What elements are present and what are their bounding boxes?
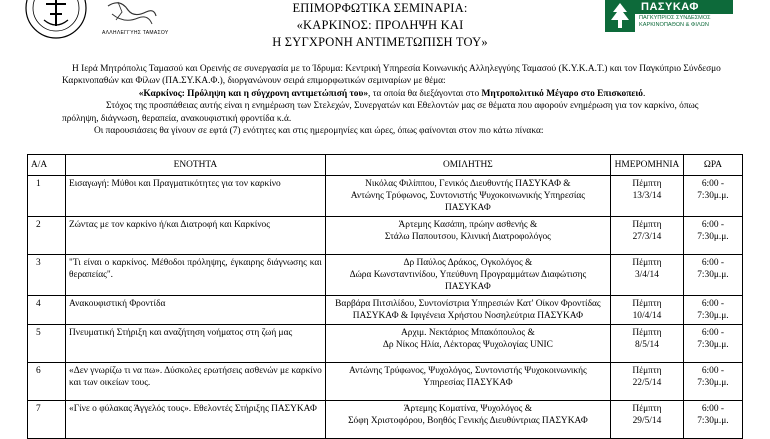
intro-paragraph-1: Η Ιερά Μητρόπολις Ταμασού και Ορεινής σε συνεργασία με το Ίδρυμα: Κεντρική Υπηρεσία Κοινωνικής Αλληλεγγύης Ταμασού (Κ.Υ.Κ.Α.Τ.) και τον Παγκύπριο Σύνδεσμο Καρκινοπαθών και Φίλων (ΠΑ.ΣΥ.ΚΑ.Φ.), διοργανώνουν σειρά επιμορφωτικών σεμιναρίων με θέμα: bbox=[62, 64, 721, 87]
speaker-line-2: Σόφη Χριστοφόρου, Βοηθός Γενικής Διευθύντριας ΠΑΣΥΚΑΦ bbox=[348, 416, 588, 426]
speaker-line-2: ΠΑΣΥΚΑΦ & Ιφιγένεια Χρήστου Νοσηλεύτρια ΠΑΣΥΚΑΦ bbox=[352, 311, 583, 321]
row-day: Πέμπτη bbox=[632, 220, 662, 230]
row-speakers bbox=[325, 325, 610, 363]
speaker-line-3: ΠΑΣΥΚΑΦ bbox=[445, 203, 491, 213]
row-time-end: 7:30μ.μ. bbox=[697, 340, 729, 350]
row-topic: Πνευματική Στήριξη και αναζήτηση νοήματος στη ζωή μας bbox=[66, 325, 326, 363]
intro-paragraph-3: Στόχος της προσπάθειας αυτής είναι η ενημέρωση των Στελεχών, Συνεργατών και Εθελοντών μας σε θέματα που αφορούν ενημέρωση για τον καρκίνο, όπως πρόληψη, διάγνωση, θεραπεία, ανακουφιστική φροντίδα κ.ά. bbox=[62, 101, 699, 124]
row-day: Πέμπτη bbox=[632, 179, 662, 189]
header-date: ΗΜΕΡΟΜΗΝΙΑ bbox=[611, 155, 684, 176]
pasykaf-logo-sub1: ΠΑΓΚΥΠΡΙΟΣ ΣΥΝΔΕΣΜΟΣ bbox=[639, 15, 711, 21]
speaker-line-2: Υπηρεσίας ΠΑΣΥΚΑΦ bbox=[423, 378, 513, 388]
intro-paragraph-4: Οι παρουσιάσεις θα γίνουν σε εφτά (7) ενότητες και στις ημερομηνίες και ώρες, όπως φαίνονται στον πιο κάτω πίνακα: bbox=[94, 126, 544, 137]
row-date-value: 29/5/14 bbox=[632, 416, 662, 426]
table-row bbox=[28, 296, 743, 325]
speaker-line-1: Νικόλας Φιλίππου, Γενικός Διευθυντής ΠΑΣΥΚΑΦ & bbox=[365, 179, 571, 189]
row-time-start: 6:00 - bbox=[701, 179, 724, 189]
row-topic: «Δεν γνωρίζω τι να πω». Δύσκολες ερωτήσεις ασθενών με καρκίνο και των οικείων τους. bbox=[66, 363, 326, 401]
row-date-value: 27/3/14 bbox=[632, 232, 662, 242]
row-day: Πέμπτη bbox=[632, 328, 662, 338]
row-time-start: 6:00 - bbox=[701, 328, 724, 338]
intro-paragraph-2 bbox=[62, 88, 722, 100]
row-time bbox=[683, 255, 742, 296]
intro-text bbox=[62, 63, 722, 137]
row-speakers bbox=[325, 401, 610, 439]
row-time-end: 7:30μ.μ. bbox=[697, 232, 729, 242]
speaker-line-3: ΠΑΣΥΚΑΦ bbox=[445, 282, 491, 292]
kykat-logo-text: ΑΛΛΗΛΕΓΓΥΗΣ ΤΑΜΑΣΟΥ bbox=[102, 30, 169, 36]
row-speakers bbox=[325, 296, 610, 325]
page-title bbox=[200, 0, 560, 51]
row-day: Πέμπτη bbox=[632, 366, 662, 376]
row-date bbox=[611, 217, 684, 255]
row-topic: Ανακουφιστική Φροντίδα bbox=[66, 296, 326, 325]
schedule-table bbox=[27, 154, 743, 439]
row-time bbox=[683, 325, 742, 363]
row-topic: «Γίνε ο φύλακας Άγγελός τους». Εθελοντές Στήριξης ΠΑΣΥΚΑΦ bbox=[66, 401, 326, 439]
row-topic: Ζώντας με τον καρκίνο ή/και Διατροφή και Καρκίνος bbox=[66, 217, 326, 255]
row-date bbox=[611, 255, 684, 296]
header-speaker: ΟΜΙΛΗΤΗΣ bbox=[325, 155, 610, 176]
row-day: Πέμπτη bbox=[632, 404, 662, 414]
row-time-start: 6:00 - bbox=[701, 299, 724, 309]
header-topic: ΕΝΟΤΗΤΑ bbox=[66, 155, 326, 176]
row-date bbox=[611, 176, 684, 217]
row-day: Πέμπτη bbox=[632, 258, 662, 268]
speaker-line-1: Αρχιμ. Νεκτάριος Μπακόπουλος & bbox=[401, 328, 535, 338]
speaker-line-2: Αντώνης Τρύφωνος, Συντονιστής Ψυχοκοινωνικής Υπηρεσίας bbox=[350, 191, 585, 201]
row-speakers bbox=[325, 217, 610, 255]
row-time-end: 7:30μ.μ. bbox=[697, 416, 729, 426]
pasykaf-logo bbox=[605, 0, 733, 32]
row-speakers bbox=[325, 176, 610, 217]
header-time: ΩΡΑ bbox=[683, 155, 742, 176]
metropolis-logo bbox=[22, 0, 90, 52]
row-topic: Εισαγωγή: Μύθοι και Πραγματικότητες για τον καρκίνο bbox=[66, 176, 326, 217]
table-row bbox=[28, 255, 743, 296]
row-date bbox=[611, 401, 684, 439]
row-time-end: 7:30μ.μ. bbox=[697, 270, 729, 280]
row-number: 3 bbox=[28, 255, 66, 296]
row-speakers bbox=[325, 255, 610, 296]
intro-p2-end: . bbox=[642, 88, 646, 99]
row-day: Πέμπτη bbox=[632, 299, 662, 309]
row-date bbox=[611, 325, 684, 363]
title-line-2: «ΚΑΡΚΙΝΟΣ: ΠΡΟΛΗΨΗ ΚΑΙ bbox=[296, 18, 464, 32]
row-time-end: 7:30μ.μ. bbox=[697, 311, 729, 321]
row-number: 2 bbox=[28, 217, 66, 255]
row-number: 1 bbox=[28, 176, 66, 217]
row-date bbox=[611, 296, 684, 325]
row-time bbox=[683, 296, 742, 325]
row-number: 7 bbox=[28, 401, 66, 439]
row-time-end: 7:30μ.μ. bbox=[697, 378, 729, 388]
row-date-value: 22/5/14 bbox=[632, 378, 662, 388]
pasykaf-logo-sub2: ΚΑΡΚΙΝΟΠΑΘΩΝ & ΦΙΛΩΝ bbox=[639, 22, 709, 28]
speaker-line-1: Άρτεμης Κοματίνα, Ψυχολόγος & bbox=[403, 404, 533, 414]
table-row bbox=[28, 325, 743, 363]
row-date-value: 8/5/14 bbox=[634, 340, 659, 350]
row-date-value: 3/4/14 bbox=[634, 270, 659, 280]
intro-p2-mid: , τα οποία θα διεξάγονται στο bbox=[368, 88, 482, 99]
row-time-start: 6:00 - bbox=[701, 258, 724, 268]
speaker-line-2: Δώρα Κωνσταντινίδου, Υπεύθυνη Προγραμμάτων Διαφώτισης bbox=[349, 270, 587, 280]
kykat-logo bbox=[98, 0, 169, 40]
row-time-start: 6:00 - bbox=[701, 404, 724, 414]
row-number: 4 bbox=[28, 296, 66, 325]
row-time-end: 7:30μ.μ. bbox=[697, 191, 729, 201]
speaker-line-1: Αντώνης Τρύφωνος, Ψυχολόγος, Συντονιστής Ψυχοκοινωνικής bbox=[349, 366, 587, 376]
row-time bbox=[683, 217, 742, 255]
row-time bbox=[683, 363, 742, 401]
pasykaf-logo-name: ΠΑΣΥΚΑΦ bbox=[641, 1, 699, 13]
row-time-start: 6:00 - bbox=[701, 220, 724, 230]
header-aa: Α/Α bbox=[28, 155, 66, 176]
row-topic: "Τι είναι ο καρκίνος. Μέθοδοι πρόληψης, έγκαιρης διάγνωσης και θεραπείας". bbox=[66, 255, 326, 296]
title-line-3: Η ΣΥΓΧΡΟΝΗ ΑΝΤΙΜΕΤΩΠΙΣΗ ΤΟΥ» bbox=[272, 35, 488, 49]
speaker-line-2: Δρ Νίκος Ηλία, Λέκτορας Ψυχολογίας UNIC bbox=[382, 340, 553, 350]
table-row bbox=[28, 217, 743, 255]
row-date-value: 13/3/14 bbox=[632, 191, 662, 201]
title-line-1: ΕΠΙΜΟΡΦΩΤΙΚΑ ΣΕΜΙΝΑΡΙΑ: bbox=[292, 1, 468, 15]
speaker-line-1: Βαρβάρα Πιτσιλίδου, Συντονίστρια Υπηρεσιών Κατ' Οίκον Φροντίδας bbox=[335, 299, 601, 309]
row-speakers bbox=[325, 363, 610, 401]
row-time-start: 6:00 - bbox=[701, 366, 724, 376]
speaker-line-2: Στάλω Παπουτσου, Κλινική Διατροφολόγος bbox=[384, 232, 551, 242]
row-date bbox=[611, 363, 684, 401]
speaker-line-1: Άρτεμης Κασάπη, πρώην ασθενής & bbox=[398, 220, 538, 230]
venue: Μητροπολιτικό Μέγαρο στο Επισκοπειό bbox=[481, 88, 643, 99]
row-number: 6 bbox=[28, 363, 66, 401]
row-time bbox=[683, 176, 742, 217]
table-row bbox=[28, 176, 743, 217]
row-time bbox=[683, 401, 742, 439]
table-row bbox=[28, 401, 743, 439]
row-date-value: 10/4/14 bbox=[632, 311, 662, 321]
speaker-line-1: Δρ Παύλος Δράκος, Ογκολόγος & bbox=[403, 258, 533, 268]
table-row bbox=[28, 363, 743, 401]
seminar-title: «Καρκίνος: Πρόληψη και η σύγχρονη αντιμετώπισή του» bbox=[138, 88, 369, 99]
row-number: 5 bbox=[28, 325, 66, 363]
table-header-row bbox=[28, 155, 743, 176]
